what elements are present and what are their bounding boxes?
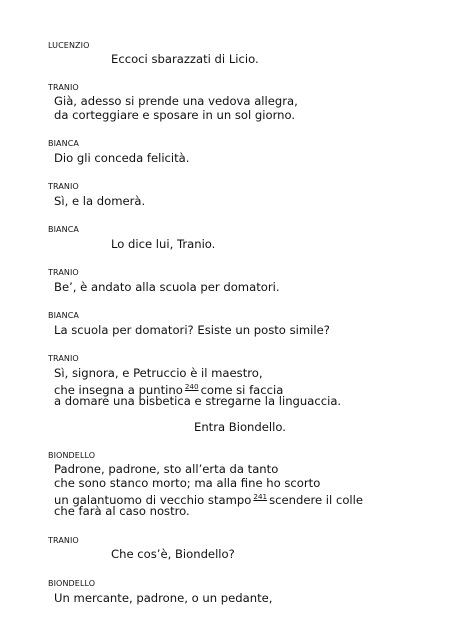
verse-line: da corteggiare e sposare in un sol giorno. [54,108,296,122]
verse-text: un galantuomo di vecchio stampo [54,493,252,507]
verse-text: come si faccia [200,383,284,397]
verse-line: Lo dice lui, Tranio. [111,237,216,251]
verse-line: Già, adesso si prende una vedova allegra, [54,94,298,108]
footnote-link[interactable]: 241 [253,492,268,501]
verse-line: Sì, signora, e Petruccio è il maestro, [54,366,263,380]
verse-line: che sono stanco morto; ma alla fine ho scorto [54,476,321,490]
speaker-name: TRANIO [48,354,79,363]
footnote-link[interactable]: 240 [184,382,199,391]
stage-direction: Entra Biondello. [194,420,286,434]
verse-text: scendere il colle [269,493,363,507]
speaker-name: BIONDELLO [48,451,96,460]
verse-line: Sì, e la domerà. [54,194,146,208]
speaker-name: TRANIO [48,268,79,277]
verse-text: che insegna a puntino [54,383,183,397]
speaker-name: BIANCA [48,225,79,234]
speaker-name: BIANCA [48,139,79,148]
speaker-name: BIONDELLO [48,579,96,588]
verse-line: Dio gli conceda felicità. [54,151,190,165]
verse-line: che farà al caso nostro. [54,504,190,518]
verse-line: Padrone, padrone, sto all’erta da tanto [54,462,279,476]
verse-line: Eccoci sbarazzati di Licio. [111,52,259,66]
speaker-name: LUCENZIO [48,41,90,50]
verse-line: La scuola per domatori? Esiste un posto simile? [54,323,330,337]
verse-line: Che cos’è, Biondello? [111,547,235,561]
speaker-name: TRANIO [48,536,79,545]
speaker-name: BIANCA [48,311,79,320]
verse-line: Un mercante, padrone, o un pedante, [54,591,273,605]
speaker-name: TRANIO [48,182,79,191]
speaker-name: TRANIO [48,83,79,92]
verse-line: Be’, è andato alla scuola per domatori. [54,280,280,294]
verse-line: a domare una bisbetica e stregarne la linguaccia. [54,394,342,408]
